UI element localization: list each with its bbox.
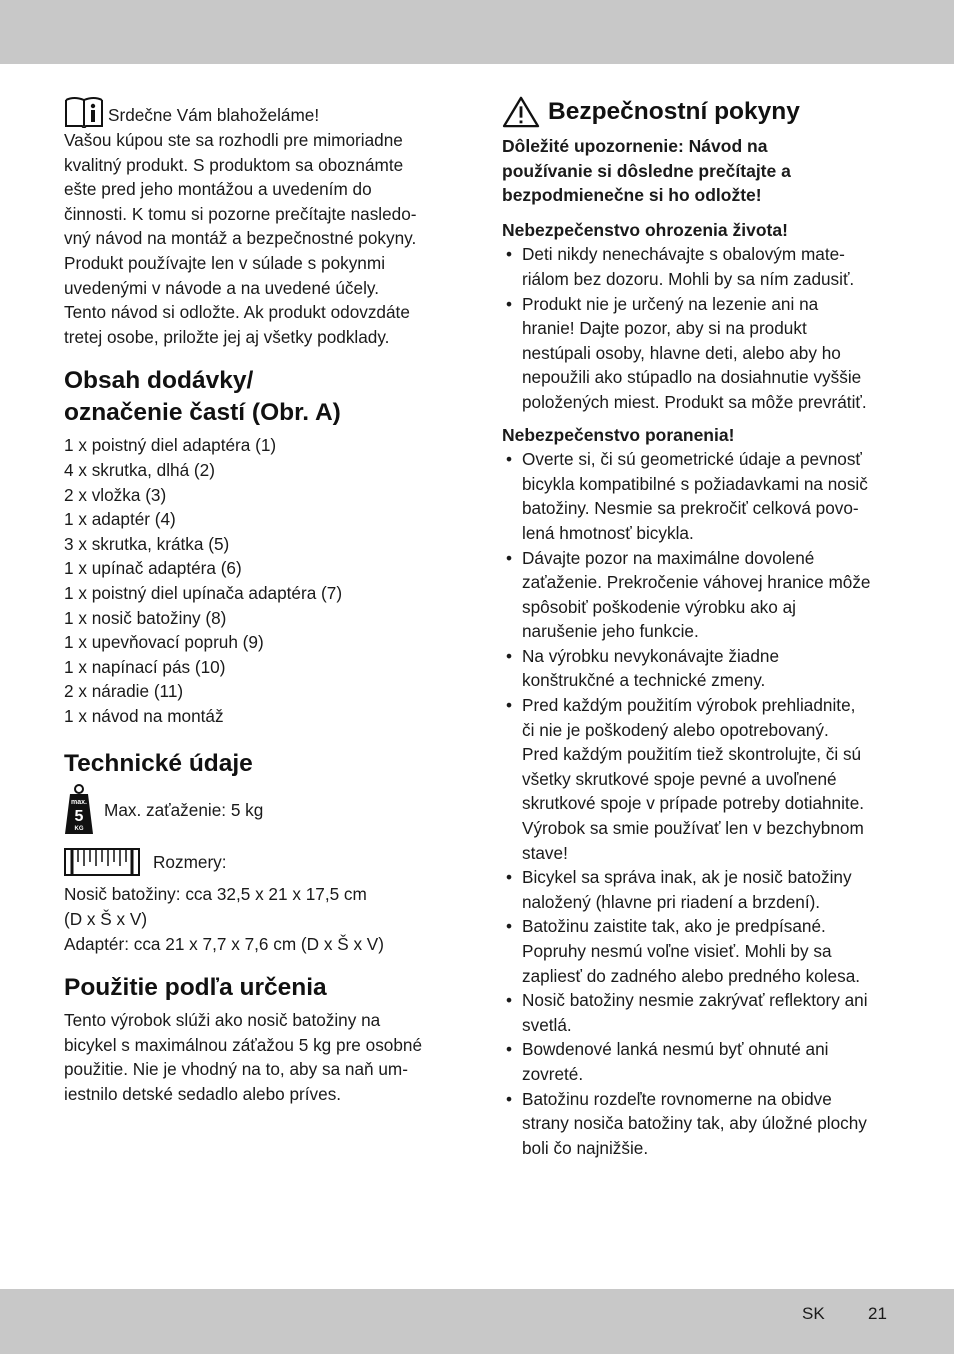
list-item: • Deti nikdy nenechávajte s obalovým mate- riálom bez dozoru. Mohli by sa ním zadusiť.: [502, 242, 894, 291]
usage-line: Tento výrobok slúži ako nosič batožiny na: [64, 1010, 381, 1031]
max-load-row: [64, 784, 449, 836]
list-item: 2 x vložka (3): [64, 484, 167, 505]
right-column: [502, 96, 894, 1160]
list-item: • Batožinu zaistite tak, ako je predpísané. Popruhy nesmú voľne visieť. Mohli by sa zapliesť do zadného alebo predného kolesa.: [502, 914, 894, 988]
svg-text:5: 5: [74, 808, 84, 826]
intro-greeting: Srdečne Vám blahoželáme!: [108, 105, 320, 126]
injury-title: Nebezpečenstvo poranenia!: [502, 424, 735, 445]
intro-line: Produkt používajte len v súlade s pokynmi: [64, 252, 386, 273]
list-item: 2 x náradie (11): [64, 681, 184, 702]
page-number: 21: [868, 1304, 887, 1323]
footer-language: SK: [802, 1304, 825, 1323]
contents-list: [64, 433, 449, 728]
list-item: 1 x upevňovací popruh (9): [64, 632, 264, 653]
contents-title-line2: označenie častí (Obr. A): [64, 399, 341, 427]
list-item: 1 x adaptér (4): [64, 509, 176, 530]
intro-line: Vašou kúpou ste sa rozhodli pre mimoriadne: [64, 130, 403, 150]
max-load-text: Max. zaťaženie: 5 kg: [104, 800, 264, 821]
intro-line: vný návod na montáž a bezpečnostné pokyny.: [64, 228, 417, 249]
warning-triangle-icon: [502, 96, 540, 128]
usage-line: iestnilo detské sedadlo alebo príves.: [64, 1084, 342, 1105]
danger-life-list: [502, 242, 894, 414]
important-line: bezpodmienečne si ho odložte!: [502, 185, 762, 206]
dimensions-line: Nosič batožiny: cca 32,5 x 21 x 17,5 cm: [64, 884, 367, 905]
dimensions-text: [64, 882, 449, 956]
usage-line: použitie. Nie je vhodný na to, aby sa naň um-: [64, 1059, 408, 1080]
list-item: • Dávajte pozor na maximálne dovolené zaťaženie. Prekročenie váhovej hranice môže spôsobiť poškodenie výrobku ako aj narušenie jeho funkcie.: [502, 546, 894, 644]
danger-life-title: Nebezpečenstvo ohrozenia života!: [502, 219, 788, 240]
intro-greeting-row: [64, 96, 449, 128]
intro-line: ešte pred jeho montážou a uvedením do: [64, 179, 372, 200]
dimensions-label: Rozmery:: [153, 852, 227, 873]
list-item: • Pred každým použitím výrobok prehliadnite, či nie je poškodený alebo opotrebovaný. Pred každým použitím tiež skontrolujte, či sú všetky skrutkové spoje pevné a uvoľnené skrutkové spoje v prípade potreby dotiahnite. Výrobok sa smie používať len v bezchybnom stave!: [502, 693, 894, 865]
header-bar: [0, 0, 954, 64]
list-item: 4 x skrutka, dlhá (2): [64, 459, 215, 480]
intro-line: uvedenými v návode a na uvedené účely.: [64, 277, 379, 298]
list-item: 3 x skrutka, krátka (5): [64, 533, 230, 554]
list-item: 1 x poistný diel adaptéra (1): [64, 435, 277, 456]
info-book-icon: [64, 96, 104, 128]
list-item: 1 x napínací pás (10): [64, 656, 226, 677]
svg-text:max.: max.: [71, 799, 87, 807]
usage-title: Použitie podľa určenia: [64, 974, 327, 1002]
dimensions-line: Adaptér: cca 21 x 7,7 x 7,6 cm (D x Š x V): [64, 933, 384, 954]
intro-line: činnosti. K tomu si pozorne prečítajte nasledo-: [64, 203, 417, 224]
intro-line: kvalitný produkt. S produktom sa oboznámte: [64, 154, 404, 175]
list-item: 1 x návod na montáž: [64, 705, 224, 726]
important-notice: [502, 134, 894, 208]
ruler-icon: [64, 848, 140, 876]
technical-section: [64, 748, 449, 956]
dimensions-row: [64, 848, 449, 876]
list-item: 1 x upínač adaptéra (6): [64, 558, 242, 579]
list-item: • Produkt nie je určený na lezenie ani na hranie! Dajte pozor, aby si na produkt nestúpali osoby, hlavne deti, alebo aby ho nepoužili ako stúpadlo na dosiahnutie vyššie položených miest. Produkt sa môže prevrátiť.: [502, 292, 894, 415]
important-line: Dôležité upozornenie: Návod na: [502, 136, 768, 156]
list-item: • Bicykel sa správa inak, ak je nosič batožiny naložený (hlavne pri riadení a brzdení).: [502, 865, 894, 914]
dimensions-line: (D x Š x V): [64, 909, 148, 930]
list-item: • Batožinu rozdeľte rovnomerne na obidve strany nosiča batožiny tak, aby úložné plochy boli čo najnižšie.: [502, 1087, 894, 1161]
intro-text: [64, 128, 449, 349]
important-line: používanie si dôsledne prečítajte a: [502, 160, 791, 181]
contents-title-line1: Obsah dodávky/: [64, 367, 254, 395]
usage-line: bicykel s maximálnou záťažou 5 kg pre osobné: [64, 1034, 423, 1055]
list-item: • Nosič batožiny nesmie zakrývať reflektory ani svetlá.: [502, 988, 894, 1037]
list-item: 1 x nosič batožiny (8): [64, 607, 227, 628]
svg-text:KG: KG: [74, 826, 84, 833]
left-column: [64, 96, 449, 1107]
list-item: • Bowdenové lanká nesmú byť ohnuté ani zovreté.: [502, 1037, 894, 1086]
weight-icon: [64, 784, 94, 836]
list-item: • Na výrobku nevykonávajte žiadne konštrukčné a technické zmeny.: [502, 644, 894, 693]
usage-section: [64, 972, 449, 1106]
safety-title-row: [502, 96, 894, 128]
list-item: 1 x poistný diel upínača adaptéra (7): [64, 582, 343, 603]
intro-line: tretej osobe, priložte jej aj všetky podklady.: [64, 326, 390, 347]
safety-title: Bezpečnostní pokyny: [548, 98, 800, 125]
injury-list: [502, 447, 894, 1160]
intro-line: Tento návod si odložte. Ak produkt odovzdáte: [64, 302, 410, 323]
technical-title: Technické údaje: [64, 750, 253, 778]
usage-text: [64, 1008, 449, 1106]
list-item: • Overte si, či sú geometrické údaje a pevnosť bicykla kompatibilné s požiadavkami na nosič batožiny. Nesmie sa prekročiť celková povo- lená hmotnosť bicykla.: [502, 447, 894, 545]
contents-section: [64, 365, 449, 728]
